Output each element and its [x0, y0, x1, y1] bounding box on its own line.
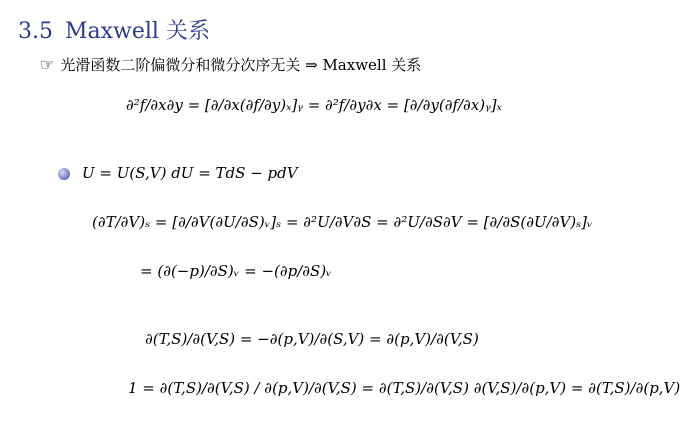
- equation-line-6: 1 = ∂(T,S)/∂(V,S) / ∂(p,V)/∂(V,S) = ∂(T,S)/∂(V,S) ∂(V,S)/∂(p,V) = ∂(T,S)/∂(p,V): [128, 379, 680, 397]
- statement-bullet: [40, 54, 421, 75]
- equation-line-2: U = U(S,V) dU = TdS − pdV: [82, 164, 298, 182]
- pointing-hand-icon: ☞: [40, 55, 55, 74]
- section-title: [18, 14, 210, 45]
- section-title-text: Maxwell 关系: [65, 19, 210, 44]
- bullet-icon: [58, 168, 70, 180]
- equation-line-3: (∂T/∂V)ₛ = [∂/∂V(∂U/∂S)ᵥ]ₛ = ∂²U/∂V∂S = ∂²U/∂S∂V = [∂/∂S(∂U/∂V)ₛ]ᵥ: [92, 213, 593, 231]
- section-number: 3.5: [18, 19, 53, 44]
- equation-line-1: ∂²f/∂x∂y = [∂/∂x(∂f/∂y)ₓ]ᵧ = ∂²f/∂y∂x = [∂/∂y(∂f/∂x)ᵧ]ₓ: [126, 96, 502, 114]
- equation-line-4: = (∂(−p)/∂S)ᵥ = −(∂p/∂S)ᵥ: [140, 262, 332, 280]
- equation-line-5: ∂(T,S)/∂(V,S) = −∂(p,V)/∂(S,V) = ∂(p,V)/∂(V,S): [145, 330, 479, 348]
- statement-text: 光滑函数二阶偏微分和微分次序无关 ⇒ Maxwell 关系: [60, 56, 422, 74]
